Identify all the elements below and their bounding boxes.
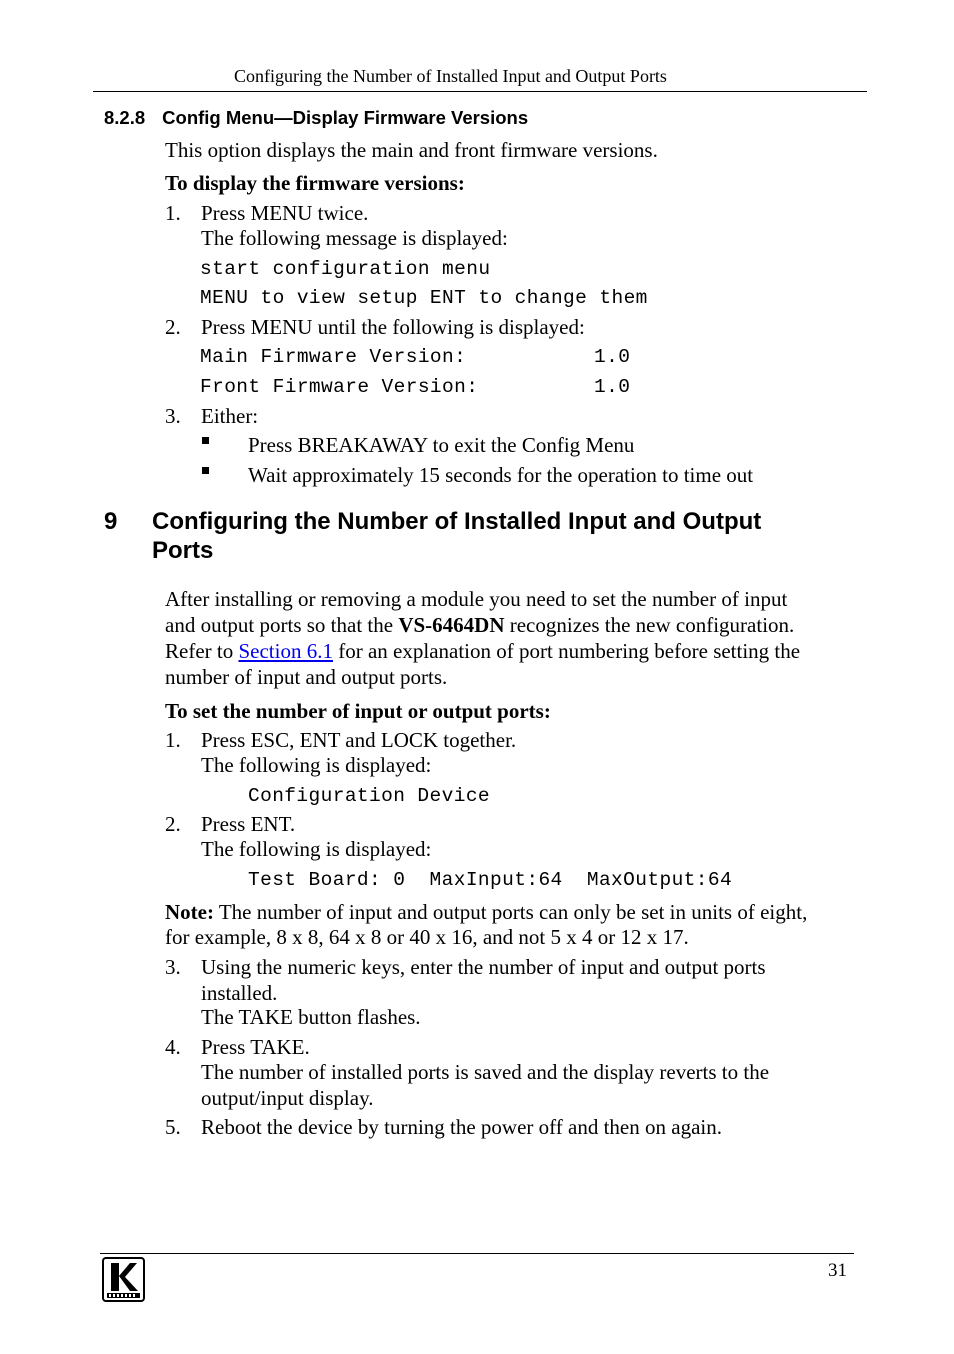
section-828-heading [104, 106, 528, 130]
step-number: 4. [165, 1035, 181, 1059]
firmware-label: Main Firmware Version: [200, 346, 467, 368]
section-9-title-line: Configuring the Number of Installed Input and Output [152, 508, 762, 535]
paragraph-line: number of input and output ports. [165, 665, 448, 689]
step-text: Press MENU until the following is displayed: [201, 315, 585, 339]
paragraph-text: for an explanation of port numbering before setting the [332, 639, 801, 663]
paragraph-text: and output ports so that the [165, 613, 399, 637]
bullet-item: Press BREAKAWAY to exit the Config Menu [248, 433, 635, 457]
step-text: Using the numeric keys, enter the number of input and output ports [201, 955, 766, 979]
note-label: Note: [165, 900, 214, 924]
note-line [165, 899, 807, 925]
note-line: for example, 8 x 8, 64 x 8 or 40 x 16, and not 5 x 4 or 12 x 17. [165, 925, 689, 949]
step-text: Press TAKE. [201, 1035, 310, 1059]
header-rule [93, 91, 867, 92]
paragraph-line: After installing or removing a module you need to set the number of input [165, 587, 788, 611]
section-9-title-line: Ports [152, 537, 214, 564]
step-text: Press ESC, ENT and LOCK together. [201, 728, 517, 752]
kramer-logo-icon [102, 1257, 145, 1302]
display-line: MENU to view setup ENT to change them [200, 287, 648, 309]
step-number: 1. [165, 201, 181, 225]
step-subtext: The following message is displayed: [201, 226, 508, 250]
step-subtext: The number of installed ports is saved and the display reverts to the [201, 1060, 770, 1084]
display-line: start configuration menu [200, 258, 491, 280]
section-9-title [152, 507, 761, 537]
step-number: 3. [165, 955, 181, 979]
step-text: Press MENU twice. [201, 201, 369, 225]
product-name: VS-6464DN [398, 613, 505, 637]
step-subtext: The following is displayed: [201, 753, 432, 777]
step-text: Reboot the device by turning the power off and then on again. [201, 1115, 722, 1139]
running-header: Configuring the Number of Installed Input and Output Ports [234, 66, 667, 86]
bullet-square-icon [202, 437, 209, 444]
section-828-title: Config Menu—Display Firmware Versions [162, 107, 529, 128]
display-line: Test Board: 0 MaxInput:64 MaxOutput:64 [248, 869, 733, 891]
step-number: 5. [165, 1115, 181, 1139]
step-text: installed. [201, 981, 278, 1005]
display-line: Configuration Device [248, 785, 491, 807]
section-9-procedure-heading: To set the number of input or output ports: [165, 699, 551, 723]
note-text: The number of input and output ports can only be set in units of eight, [213, 900, 808, 924]
section-9-number: 9 [104, 508, 118, 535]
firmware-value: 1.0 [594, 346, 631, 368]
step-number: 3. [165, 404, 181, 428]
bullet-item: Wait approximately 15 seconds for the operation to time out [248, 463, 754, 487]
section-828-intro: This option displays the main and front firmware versions. [165, 138, 658, 162]
step-subtext: The TAKE button flashes. [201, 1005, 421, 1029]
firmware-value: 1.0 [594, 376, 631, 398]
footer-rule [100, 1253, 854, 1254]
section-828-procedure-heading: To display the firmware versions: [165, 171, 465, 195]
step-number: 2. [165, 812, 181, 836]
step-text: Either: [201, 404, 259, 428]
paragraph-line [165, 612, 794, 638]
paragraph-text: recognizes the new configuration. [504, 613, 795, 637]
step-text: Press ENT. [201, 812, 296, 836]
section-828-number: 8.2.8 [104, 107, 146, 128]
page-number: 31 [828, 1260, 847, 1281]
paragraph-line [165, 638, 800, 664]
section-6-1-link[interactable]: Section 6.1 [238, 639, 333, 663]
step-number: 1. [165, 728, 181, 752]
bullet-square-icon [202, 467, 209, 474]
step-number: 2. [165, 315, 181, 339]
step-subtext: The following is displayed: [201, 837, 432, 861]
paragraph-text: Refer to [165, 639, 239, 663]
step-subtext: output/input display. [201, 1086, 374, 1110]
firmware-label: Front Firmware Version: [200, 376, 479, 398]
